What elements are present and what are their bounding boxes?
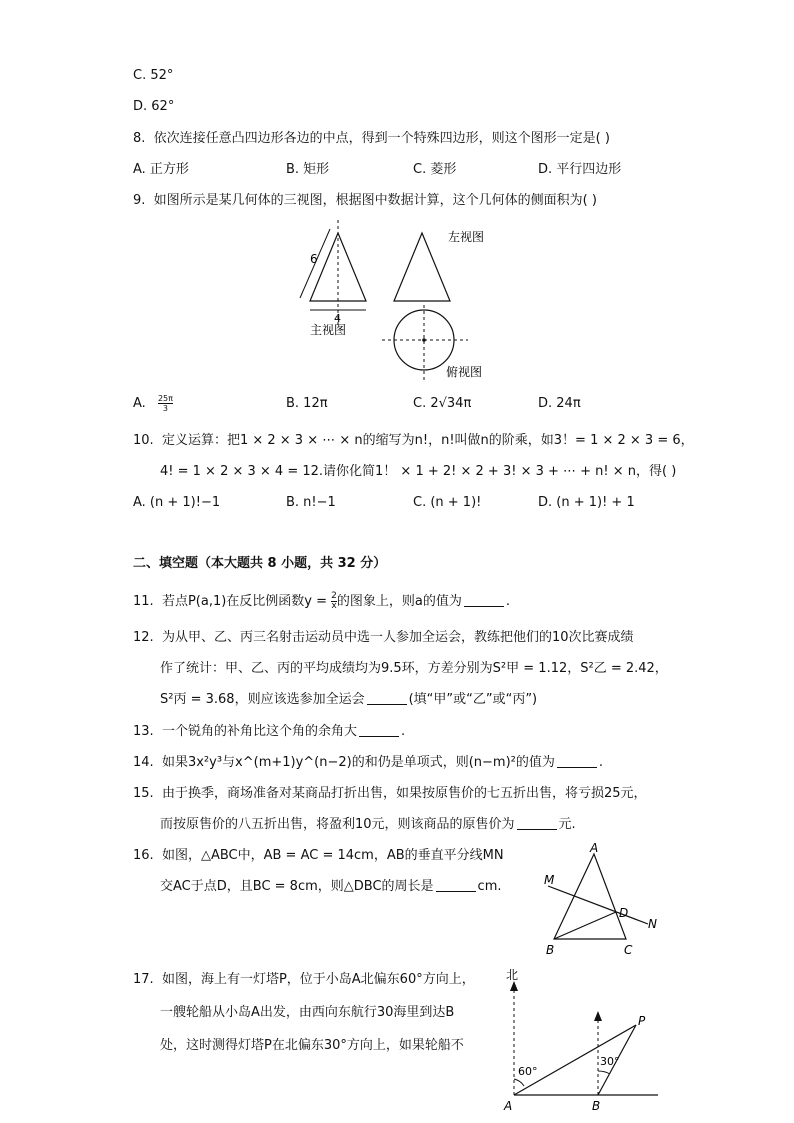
triangle-abc — [554, 854, 629, 939]
q9-option-a-denominator: 3 — [162, 404, 168, 413]
q11 — [133, 592, 510, 612]
q9-option-a — [133, 394, 173, 414]
north-arrow-a — [510, 981, 518, 991]
q15-line1: 由于换季，商场准备对某商品打折出售，如果按原售价的七五折出售，将亏损25元， — [161, 786, 647, 801]
q12-number: 12. — [133, 630, 154, 645]
section-2-title: 二、填空题（本大题共 8 小题，共 32 分） — [133, 556, 387, 571]
front-view-label: 主视图 — [310, 323, 347, 337]
q11-numerator: 2 — [331, 591, 337, 601]
q12-line3-pre: S²丙 = 3.68，则应该选参加全运会 — [160, 692, 365, 707]
q15-number: 15. — [133, 786, 154, 801]
q14-pre: 如果3x²y³与x^(m+1)y^(n−2)的和仍是单项式，则(n−m)²的值为 — [161, 755, 555, 770]
q16-triangle-figure — [536, 840, 666, 960]
label-b: B — [546, 943, 555, 957]
q15-line2-pre: 而按原售价的八五折出售，将盈利10元，则该商品的原售价为 — [160, 817, 515, 832]
q13-answer-blank[interactable] — [359, 722, 399, 737]
label-a: A — [504, 1099, 513, 1113]
side-view-label: 左视图 — [448, 230, 485, 244]
q14-number: 14. — [133, 755, 154, 770]
label-n: N — [648, 917, 657, 931]
q15-line2-post: 元. — [558, 817, 576, 832]
north-label: 北 — [506, 968, 519, 982]
q10-option-d: D. (n + 1)! + 1 — [538, 495, 635, 510]
q9-text: 如图所示是某几何体的三视图，根据图中数据计算，这个几何体的侧面积为( ) — [153, 193, 597, 208]
q11-answer-blank[interactable] — [464, 592, 504, 607]
q10-option-c: C. (n + 1)! — [413, 495, 482, 510]
q8-option-a: A. 正方形 — [133, 162, 189, 177]
q9-option-b: B. 12π — [286, 396, 328, 411]
q9-option-a-numerator: 25π — [157, 394, 173, 403]
q13 — [133, 722, 405, 742]
q12-answer-blank[interactable] — [367, 690, 407, 705]
q17-line3: 处，这时测得灯塔P在北偏东30°方向上，如果轮船不 — [160, 1038, 464, 1053]
q12-line2: 作了统计：甲、乙、丙的平均成绩均为9.5环，方差分别为S²甲 = 1.12，S²乙 = 2.42， — [160, 661, 668, 676]
q16-line2 — [160, 877, 502, 897]
q16-line1: 如图，△ABC中，AB = AC = 14cm，AB的垂直平分线MN — [161, 848, 504, 863]
q13-pre: 一个锐角的补角比这个角的余角大 — [161, 724, 357, 739]
q9-number: 9. — [133, 193, 146, 208]
q10-option-a: A. (n + 1)!−1 — [133, 495, 221, 510]
q16-line2-pre: 交AC于点D，且BC = 8cm，则△DBC的周长是 — [160, 879, 434, 894]
q16-number: 16. — [133, 848, 154, 863]
line-mn — [548, 886, 648, 924]
q13-number: 13. — [133, 724, 154, 739]
q8-text: 依次连接任意凸四边形各边的中点，得到一个特殊四边形，则这个图形一定是( ) — [153, 131, 610, 146]
q11-end: . — [505, 594, 511, 609]
q11-denominator: x — [331, 601, 337, 611]
segment-bd — [554, 912, 616, 939]
top-view-label: 俯视图 — [446, 365, 483, 379]
q8-number: 8. — [133, 131, 146, 146]
q17-line1-row — [133, 970, 475, 990]
q10-line2: 4! = 1 × 2 × 3 × 4 = 12.请你化简1！ × 1 + 2! × 2 + 3! × 3 + ⋯ + n! × n，得( ) — [160, 464, 677, 479]
q8-option-d: D. 平行四边形 — [538, 162, 622, 177]
q7-option-c: C. 52° — [133, 68, 174, 83]
q8-option-c: C. 菱形 — [413, 162, 457, 177]
q8-option-b: B. 矩形 — [286, 162, 330, 177]
q12-line3 — [160, 690, 537, 710]
q16-line2-post: cm. — [477, 879, 502, 894]
q10-line1: 定义运算：把1 × 2 × 3 × ⋯ × n的缩写为n!，n!叫做n的阶乘，如3！= 1 × 2 × 3 = 6， — [161, 433, 694, 448]
q11-post: 的图象上，则a的值为 — [336, 594, 462, 609]
q13-end: . — [400, 724, 406, 739]
angle-30-label: 30° — [600, 1055, 620, 1068]
base-label: 4 — [334, 312, 341, 325]
label-b: B — [592, 1099, 601, 1113]
q14-answer-blank[interactable] — [557, 753, 597, 768]
q17-line1: 如图，海上有一灯塔P，位于小岛A北偏东60°方向上， — [161, 972, 475, 987]
q12-line3-post: (填“甲”或“乙”或“丙”) — [408, 692, 538, 707]
q15-line2 — [160, 815, 576, 835]
q17-lighthouse-figure — [500, 965, 665, 1115]
q11-pre: 若点P(a,1)在反比例函数y = — [161, 594, 332, 609]
q14 — [133, 753, 603, 773]
q9-option-c: C. 2√34π — [413, 396, 472, 411]
label-c: C — [624, 943, 633, 957]
q8-stem — [133, 129, 610, 149]
q15-line1-row — [133, 784, 647, 804]
q16-answer-blank[interactable] — [436, 877, 476, 892]
q16-line1-row — [133, 846, 504, 866]
q9-stem — [133, 191, 597, 211]
q12-line1-row — [133, 628, 634, 648]
q10-number: 10. — [133, 433, 154, 448]
q11-number: 11. — [133, 594, 154, 609]
q10-option-b: B. n!−1 — [286, 495, 336, 510]
north-arrow-b — [594, 1011, 602, 1021]
q9-option-a-letter: A. — [133, 396, 146, 411]
label-p: P — [638, 1014, 646, 1028]
q17-line2: 一艘轮船从小岛A出发，由西向东航行30海里到达B — [160, 1005, 455, 1020]
q9-option-a-fraction — [158, 394, 173, 413]
q9-option-d: D. 24π — [538, 396, 581, 411]
q17-number: 17. — [133, 972, 154, 987]
slant-label: 6 — [310, 252, 318, 266]
q12-line1: 为从甲、乙、丙三名射击运动员中选一人参加全运会，教练把他们的10次比赛成绩 — [161, 630, 634, 645]
label-a: A — [590, 841, 599, 855]
q14-end: . — [598, 755, 604, 770]
q10-stem-line1 — [133, 431, 694, 451]
q9-three-view-figure — [290, 215, 510, 385]
label-d: D — [619, 906, 629, 920]
side-view-triangle — [394, 233, 450, 301]
q7-option-d: D. 62° — [133, 99, 175, 114]
q15-answer-blank[interactable] — [517, 815, 557, 830]
angle-60-label: 60° — [518, 1065, 538, 1078]
label-m: M — [544, 873, 555, 887]
front-view-triangle — [310, 233, 366, 301]
